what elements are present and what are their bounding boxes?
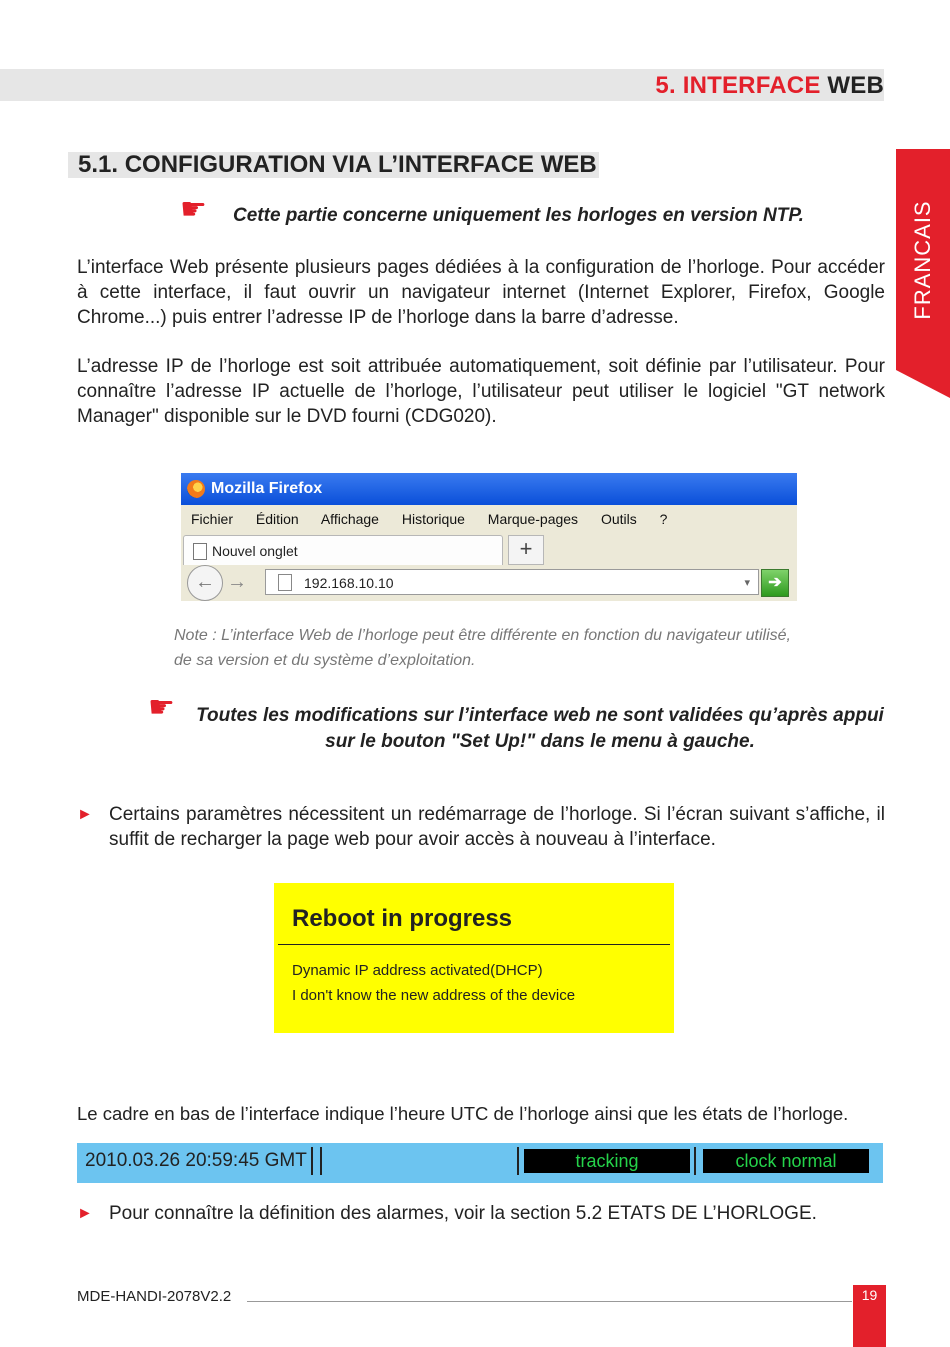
- forward-arrow-icon[interactable]: →: [227, 571, 247, 593]
- menu-edition[interactable]: Édition: [255, 511, 299, 527]
- firefox-tabbar: [181, 533, 797, 567]
- new-tab-button[interactable]: +: [508, 535, 544, 565]
- pointing-hand-icon: ☛: [148, 691, 175, 724]
- footer-rule: [247, 1301, 852, 1302]
- firefox-logo-icon: [187, 480, 205, 498]
- address-bar[interactable]: [265, 569, 759, 595]
- chapter-number: 5.: [655, 72, 676, 99]
- tab-nouvel-onglet[interactable]: [183, 535, 503, 565]
- chapter-title-dark: WEB: [827, 72, 884, 99]
- back-arrow-icon[interactable]: ←: [187, 565, 223, 601]
- status-bar: [77, 1143, 883, 1183]
- bullet-restart-text: Certains paramètres nécessitent un redémarrage de l’horloge. Si l’écran suivant s’affiche, il suffit de recharger la page web pour avoir accès à nouveau à l’interface.: [109, 804, 885, 850]
- menu-outils[interactable]: Outils: [600, 511, 637, 527]
- status-divider: [694, 1147, 696, 1175]
- reboot-divider: [278, 944, 670, 945]
- language-tab-notch: [896, 370, 950, 398]
- reboot-message-2: I don't know the new address of the device: [292, 987, 576, 1004]
- menu-help[interactable]: ?: [659, 511, 668, 527]
- utc-paragraph: Le cadre en bas de l’interface indique l’heure UTC de l’horloge ainsi que les états de l’horloge.: [77, 1103, 849, 1124]
- intro-paragraph: L’interface Web présente plusieurs pages dédiées à la configuration de l’horloge. Pour accéder à cette interface, il faut ouvrir un navigateur internet (Internet Explorer, Firefox, Google Chrome...) puis entrer l’adresse IP de l’horloge dans la barre d’adresse.: [77, 257, 885, 328]
- reboot-message-1: Dynamic IP address activated(DHCP): [292, 962, 543, 979]
- page-icon: [193, 543, 207, 560]
- menu-historique[interactable]: Historique: [401, 511, 465, 527]
- language-tab: [896, 149, 950, 370]
- reboot-title: Reboot in progress: [292, 905, 513, 932]
- ip-paragraph: L’adresse IP de l’horloge est soit attribuée automatiquement, soit définie par l’utilisateur. Pour connaître l’adresse IP actuelle de l’horloge, l’utilisateur peut utiliser le logiciel "GT network Manager" disponible sur le DVD fourni (CDG020).: [77, 356, 885, 427]
- bullet-restart: [77, 802, 885, 852]
- bullet-alarms-text: Pour connaître la définition des alarmes, voir la section 5.2 ETATS DE L’HORLOGE.: [109, 1203, 817, 1224]
- page-number: 19: [861, 1287, 878, 1303]
- section-title: 5.1. CONFIGURATION VIA L’INTERFACE WEB: [68, 152, 599, 178]
- page-icon: [278, 574, 292, 591]
- utc-time: 2010.03.26 20:59:45 GMT: [81, 1147, 313, 1175]
- clock-status: clock normal: [703, 1149, 869, 1173]
- tracking-status: tracking: [524, 1149, 690, 1173]
- status-divider: [517, 1147, 519, 1175]
- bullet-arrow-icon: ►: [77, 806, 93, 823]
- chevron-down-icon[interactable]: ▾: [744, 577, 750, 589]
- language-tab-label: FRANCAIS: [910, 199, 935, 320]
- bullet-alarms: [77, 1201, 885, 1226]
- address-bar-url: 192.168.10.10: [304, 575, 394, 591]
- chapter-title: [655, 72, 884, 100]
- status-divider: [320, 1147, 322, 1175]
- bullet-arrow-icon: ►: [77, 1205, 93, 1222]
- firefox-window-title: Mozilla Firefox: [211, 480, 323, 497]
- firefox-titlebar: [181, 473, 797, 505]
- doc-reference: MDE-HANDI-2078V2.2: [77, 1288, 232, 1305]
- reboot-screen: [274, 883, 674, 1033]
- menu-marque-pages[interactable]: Marque-pages: [487, 511, 579, 527]
- ntp-note: Cette partie concerne uniquement les horloges en version NTP.: [233, 205, 804, 226]
- go-arrow-button[interactable]: ➔: [761, 569, 789, 597]
- firefox-navbar: [181, 567, 797, 601]
- firefox-menubar: [181, 505, 797, 533]
- setup-warning: Toutes les modifications sur l’interface web ne sont validées qu’après appui sur le bouton "Set Up!" dans le menu à gauche.: [196, 705, 884, 752]
- chapter-title-red: INTERFACE: [682, 72, 821, 99]
- browser-caption: Note : L’interface Web de l’horloge peut être différente en fonction du navigateur utilisé, de sa version et du système d’exploitation.: [174, 627, 791, 669]
- menu-affichage[interactable]: Affichage: [320, 511, 379, 527]
- tab-label: Nouvel onglet: [212, 543, 298, 559]
- firefox-screenshot: [181, 473, 797, 601]
- menu-fichier[interactable]: Fichier: [191, 511, 234, 527]
- pointing-hand-icon: ☛: [180, 193, 207, 226]
